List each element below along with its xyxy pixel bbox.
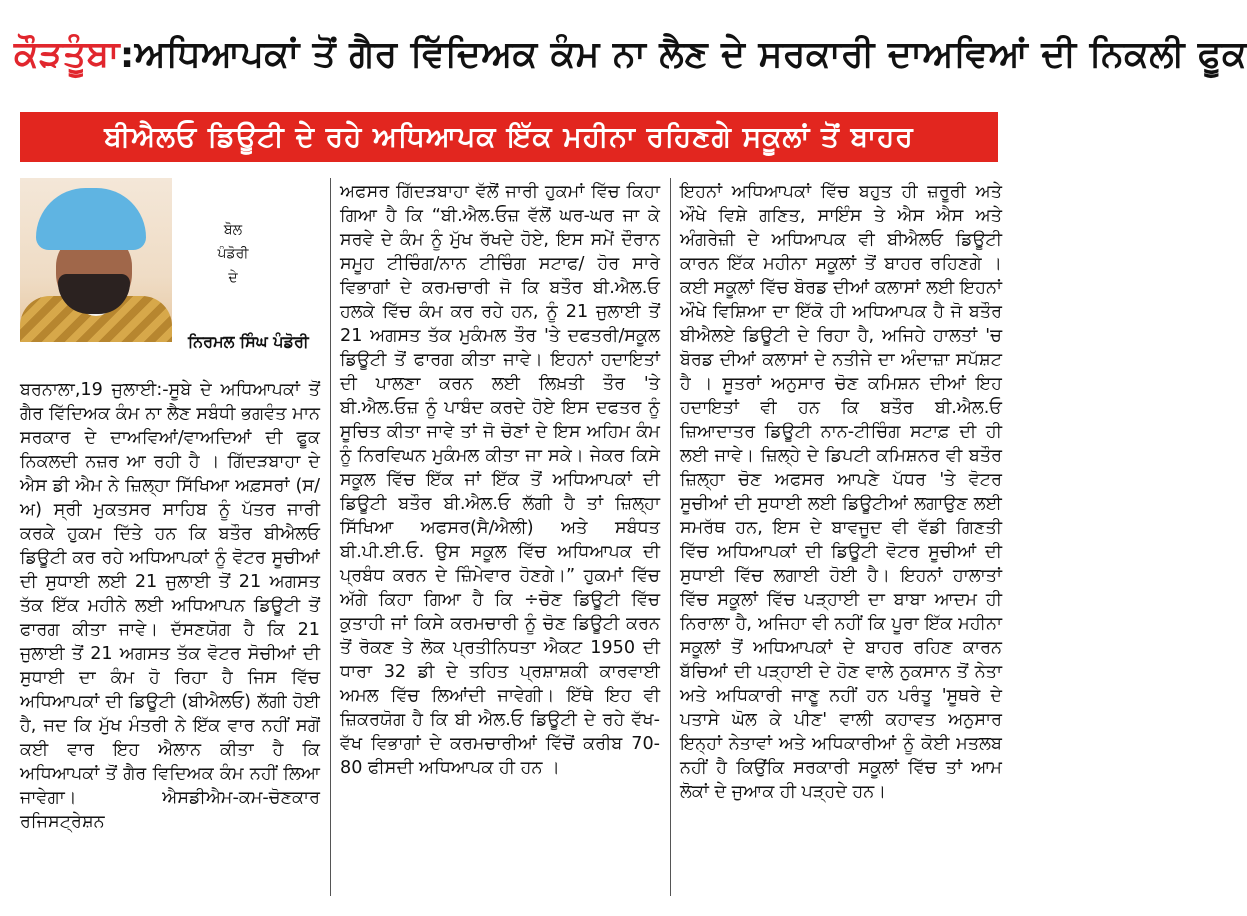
headline-kicker: ਕੌੜਤੂੰਬਾ [14, 34, 120, 75]
column-divider [330, 178, 331, 896]
article-column-3 [680, 180, 1002, 900]
sub-headline-banner [20, 112, 998, 162]
headline-title: ਅਧਿਆਪਕਾਂ ਤੋਂ ਗੈਰ ਵਿੱਦਿਅਕ ਕੰਮ ਨਾ ਲੈਣ ਦੇ ਸਰਕਾਰੀ ਦਾਅਵਿਆਂ ਦੀ ਨਿਕਲੀ ਫੂਕ [134, 34, 1247, 75]
photo-turban [36, 188, 146, 250]
reporter-photo [20, 178, 172, 342]
article-text-col1: ਬਰਨਾਲਾ,19 ਜੁਲਾਈ:-ਸੂਬੇ ਦੇ ਅਧਿਆਪਕਾਂ ਤੋਂ ਗੈਰ ਵਿੱਦਿਅਕ ਕੰਮ ਨਾ ਲੈਣ ਸਬੰਧੀ ਭਗਵੰਤ ਮਾਨ ਸਰਕਾਰ ਦੇ ਦਾਅਵਿਆਂ/ਵਾਅਦਿਆਂ ਦੀ ਫੂਕ ਨਿਕਲਦੀ ਨਜ਼ਰ ਆ ਰਹੀ ਹੈ । ਗਿੱਦੜਬਾਹਾ ਦੇ ਐਸ ਡੀ ਐਮ ਨੇ ਜ਼ਿਲ੍ਹਾ ਸਿੱਖਿਆ ਅਫ਼ਸਰਾਂ (ਸ/ਅ) ਸ੍ਰੀ ਮੁਕਤਸਰ ਸਾਹਿਬ ਨੂੰ ਪੱਤਰ ਜਾਰੀ ਕਰਕੇ ਹੁਕਮ ਦਿੱਤੇ ਹਨ ਕਿ ਬਤੌਰ ਬੀਐਲਓ ਡਿਊਟੀ ਕਰ ਰਹੇ ਅਧਿਆਪਕਾਂ ਨੂੰ ਵੋਟਰ ਸੂਚੀਆਂ ਦੀ ਸੁਧਾਈ ਲਈ 21 ਜੁਲਾਈ ਤੋਂ 21 ਅਗਸਤ ਤੱਕ ਇੱਕ ਮਹੀਨੇ ਲਈ ਅਧਿਆਪਨ ਡਿਊਟੀ ਤੋਂ ਫਾਰਗ ਕੀਤਾ ਜਾਵੇ। ਦੱਸਣਯੋਗ ਹੈ ਕਿ 21 ਜੁਲਾਈ ਤੋਂ 21 ਅਗਸਤ ਤੱਕ ਵੋਟਰ ਸੋਚੀਆਂ ਦੀ ਸੁਧਾਈ ਦਾ ਕੰਮ ਹੋ ਰਿਹਾ ਹੈ ਜਿਸ ਵਿੱਚ ਅਧਿਆਪਕਾਂ ਦੀ ਡਿਊਟੀ (ਬੀਐਲਓ) ਲੱਗੀ ਹੋਈ ਹੈ, ਜਦ ਕਿ ਮੁੱਖ ਮੰਤਰੀ ਨੇ ਇੱਕ ਵਾਰ ਨਹੀਂ ਸਗੋਂ ਕਈ ਵਾਰ ਇਹ ਐਲਾਨ ਕੀਤਾ ਹੈ ਕਿ ਅਧਿਆਪਕਾਂ ਤੋਂ ਗੈਰ ਵਿਦਿਅਕ ਕੰਮ ਨਹੀਂ ਲਿਆ ਜਾਵੇਗਾ। ਐਸਡੀਐਮ-ਕਮ-ਚੋਣਕਾਰ ਰਜਿਸਟ੍ਰੇਸ਼ਨ [20, 380, 320, 832]
byline-line-3: ਦੇ [228, 270, 238, 286]
banner-text: ਬੀਐਲਓ ਡਿਊਟੀ ਦੇ ਰਹੇ ਅਧਿਆਪਕ ਇੱਕ ਮਹੀਨਾ ਰਹਿਣਗੇ ਸਕੂਲਾਂ ਤੋਂ ਬਾਹਰ [104, 120, 914, 153]
byline-caption [188, 218, 278, 290]
byline-line-1: ਬੋਲ [223, 222, 243, 238]
headline-separator: : [119, 34, 135, 76]
article-column-2 [340, 180, 660, 900]
byline [20, 178, 320, 378]
article-text-col3: ਇਹਨਾਂ ਅਧਿਆਪਕਾਂ ਵਿੱਚ ਬਹੁਤ ਹੀ ਜ਼ਰੂਰੀ ਅਤੇ ਔਖੇ ਵਿਸ਼ੇ ਗਣਿਤ, ਸਾਇੰਸ ਤੇ ਐਸ ਐਸ ਅਤੇ ਅੰਗਰੇਜ਼ੀ ਦੇ ਅਧਿਆਪਕ ਵੀ ਬੀਐਲਓ ਡਿਊਟੀ ਕਾਰਨ ਇੱਕ ਮਹੀਨਾ ਸਕੂਲਾਂ ਤੋਂ ਬਾਹਰ ਰਹਿਣਗੇ । ਕਈ ਸਕੂਲਾਂ ਵਿੱਚ ਬੋਰਡ ਦੀਆਂ ਕਲਾਸਾਂ ਲਈ ਇਹਨਾਂ ਔਖੇ ਵਿਸ਼ਿਆ ਦਾ ਇੱਕੋ ਹੀ ਅਧਿਆਪਕ ਹੈ ਜੋ ਬਤੌਰ ਬੀਐਲਏ ਡਿਊਟੀ ਦੇ ਰਿਹਾ ਹੈ, ਅਜਿਹੇ ਹਾਲਤਾਂ 'ਚ ਬੋਰਡ ਦੀਆਂ ਕਲਾਸਾਂ ਦੇ ਨਤੀਜੇ ਦਾ ਅੰਦਾਜ਼ਾ ਸਪੱਸ਼ਟ ਹੈ । ਸੂਤਰਾਂ ਅਨੁਸਾਰ ਚੋਣ ਕਮਿਸ਼ਨ ਦੀਆਂ ਇਹ ਹਦਾਇਤਾਂ ਵੀ ਹਨ ਕਿ ਬਤੌਰ ਬੀ.ਐਲ.ਓ ਜ਼ਿਆਦਾਤਰ ਡਿਊਟੀ ਨਾਨ-ਟੀਚਿੰਗ ਸਟਾਫ਼ ਦੀ ਹੀ ਲਈ ਜਾਵੇ। ਜ਼ਿਲ੍ਹੇ ਦੇ ਡਿਪਟੀ ਕਮਿਸ਼ਨਰ ਵੀ ਬਤੌਰ ਜ਼ਿਲ੍ਹਾ ਚੋਣ ਅਫਸਰ ਆਪਣੇ ਪੱਧਰ 'ਤੇ ਵੋਟਰ ਸੂਚੀਆਂ ਦੀ ਸੁਧਾਈ ਲਈ ਡਿਊਟੀਆਂ ਲਗਾਉਣ ਲਈ ਸਮਰੱਥ ਹਨ, ਇਸ ਦੇ ਬਾਵਜੂਦ ਵੀ ਵੱਡੀ ਗਿਣਤੀ ਵਿੱਚ ਅਧਿਆਪਕਾਂ ਦੀ ਡਿਊਟੀ ਵੋਟਰ ਸੂਚੀਆਂ ਦੀ ਸੁਧਾਈ ਵਿੱਚ ਲਗਾਈ ਹੋਈ ਹੈ। ਇਹਨਾਂ ਹਾਲਾਤਾਂ ਵਿੱਚ ਸਕੂਲਾਂ ਵਿੱਚ ਪੜ੍ਹਾਈ ਦਾ ਬਾਬਾ ਆਦਮ ਹੀ ਨਿਰਾਲਾ ਹੈ, ਅਜਿਹਾ ਵੀ ਨਹੀਂ ਕਿ ਪੂਰਾ ਇੱਕ ਮਹੀਨਾ ਸਕੂਲਾਂ ਤੋਂ ਅਧਿਆਪਕਾਂ ਦੇ ਬਾਹਰ ਰਹਿਣ ਕਾਰਨ ਬੱਚਿਆਂ ਦੀ ਪੜ੍ਹਾਈ ਦੇ ਹੋਣ ਵਾਲੇ ਨੁਕਸਾਨ ਤੋਂ ਨੇਤਾ ਅਤੇ ਅਧਿਕਾਰੀ ਜਾਣੂ ਨਹੀਂ ਹਨ ਪਰੰਤੂ 'ਸੂਥਰੇ ਦੇ ਪਤਾਸੇ ਘੋਲ ਕੇ ਪੀਣ' ਵਾਲੀ ਕਹਾਵਤ ਅਨੁਸਾਰ ਇਨ੍ਹਾਂ ਨੇਤਾਵਾਂ ਅਤੇ ਅਧਿਕਾਰੀਆਂ ਨੂੰ ਕੋਈ ਮਤਲਬ ਨਹੀਂ ਹੈ ਕਿਉਂਕਿ ਸਰਕਾਰੀ ਸਕੂਲਾਂ ਵਿੱਚ ਤਾਂ ਆਮ ਲੋਕਾਂ ਦੇ ਜੁਆਕ ਹੀ ਪੜ੍ਹਦੇ ਹਨ। [680, 182, 1002, 802]
reporter-name: ਨਿਰਮਲ ਸਿੰਘ ਪੰਡੋਰੀ [188, 332, 309, 351]
byline-line-2: ਪੰਡੋਰੀ [217, 246, 249, 262]
headline [14, 20, 1247, 90]
column-divider [670, 178, 671, 896]
article-column-1 [20, 178, 320, 898]
article-text-col2: ਅਫਸਰ ਗਿੱਦੜਬਾਹਾ ਵੱਲੋਂ ਜਾਰੀ ਹੁਕਮਾਂ ਵਿੱਚ ਕਿਹਾ ਗਿਆ ਹੈ ਕਿ “ਬੀ.ਐਲ.ਓਜ਼ ਵੱਲੋਂ ਘਰ-ਘਰ ਜਾ ਕੇ ਸਰਵੇ ਦੇ ਕੰਮ ਨੂੰ ਮੁੱਖ ਰੱਖਦੇ ਹੋਏ, ਇਸ ਸਮੇਂ ਦੌਰਾਨ ਸਮੂਹ ਟੀਚਿੰਗ/ਨਾਨ ਟੀਚਿੰਗ ਸਟਾਫ/ ਹੋਰ ਸਾਰੇ ਵਿਭਾਗਾਂ ਦੇ ਕਰਮਚਾਰੀ ਜੋ ਕਿ ਬਤੌਰ ਬੀ.ਐਲ.ਓ ਹਲਕੇ ਵਿੱਚ ਕੰਮ ਕਰ ਰਹੇ ਹਨ, ਨੂੰ 21 ਜੁਲਾਈ ਤੋਂ 21 ਅਗਸਤ ਤੱਕ ਮੁਕੰਮਲ ਤੌਰ 'ਤੇ ਦਫਤਰੀ/ਸਕੂਲ ਡਿਊਟੀ ਤੋਂ ਫਾਰਗ ਕੀਤਾ ਜਾਵੇ। ਇਹਨਾਂ ਹਦਾਇਤਾਂ ਦੀ ਪਾਲਣਾ ਕਰਨ ਲਈ ਲਿਖ਼ਤੀ ਤੌਰ 'ਤੇ ਬੀ.ਐਲ.ਓਜ਼ ਨੂੰ ਪਾਬੰਦ ਕਰਦੇ ਹੋਏ ਇਸ ਦਫਤਰ ਨੂੰ ਸੂਚਿਤ ਕੀਤਾ ਜਾਵੇ ਤਾਂ ਜੋ ਚੋਣਾਂ ਦੇ ਇਸ ਅਹਿਮ ਕੰਮ ਨੂੰ ਨਿਰਵਿਘਨ ਮੁਕੰਮਲ ਕੀਤਾ ਜਾ ਸਕੇ। ਜੇਕਰ ਕਿਸੇ ਸਕੂਲ ਵਿੱਚ ਇੱਕ ਜਾਂ ਇੱਕ ਤੋਂ ਅਧਿਆਪਕਾਂ ਦੀ ਡਿਊਟੀ ਬਤੌਰ ਬੀ.ਐਲ.ਓ ਲੱਗੀ ਹੈ ਤਾਂ ਜ਼ਿਲ੍ਹਾ ਸਿੱਖਿਆ ਅਫਸਰ(ਸੈ/ਐਲੀ) ਅਤੇ ਸਬੰਧਤ ਬੀ.ਪੀ.ਈ.ਓ. ਉਸ ਸਕੂਲ ਵਿੱਚ ਅਧਿਆਪਕ ਦੀ ਪ੍ਰਬੰਧ ਕਰਨ ਦੇ ਜ਼ਿੰਮੇਵਾਰ ਹੋਣਗੇ।” ਹੁਕਮਾਂ ਵਿੱਚ ਅੱਗੇ ਕਿਹਾ ਗਿਆ ਹੈ ਕਿ ÷ਚੋਣ ਡਿਊਟੀ ਵਿੱਚ ਕੁਤਾਹੀ ਜਾਂ ਕਿਸੇ ਕਰਮਚਾਰੀ ਨੂੰ ਚੋਣ ਡਿਊਟੀ ਕਰਨ ਤੋਂ ਰੋਕਣ ਤੇ ਲੋਕ ਪ੍ਰਤੀਨਿਧਤਾ ਐਕਟ 1950 ਦੀ ਧਾਰਾ 32 ਡੀ ਦੇ ਤਹਿਤ ਪ੍ਰਸ਼ਾਸ਼ਕੀ ਕਾਰਵਾਈ ਅਮਲ ਵਿੱਚ ਲਿਆਂਦੀ ਜਾਵੇਗੀ। ਇੱਥੇ ਇਹ ਵੀ ਜ਼ਿਕਰਯੋਗ ਹੈ ਕਿ ਬੀ ਐਲ.ਓ ਡਿਊਟੀ ਦੇ ਰਹੇ ਵੱਖ-ਵੱਖ ਵਿਭਾਗਾਂ ਦੇ ਕਰਮਚਾਰੀਆਂ ਵਿੱਚੋਂ ਕਰੀਬ 70-80 ਫੀਸਦੀ ਅਧਿਆਪਕ ਹੀ ਹਨ । [340, 182, 660, 778]
